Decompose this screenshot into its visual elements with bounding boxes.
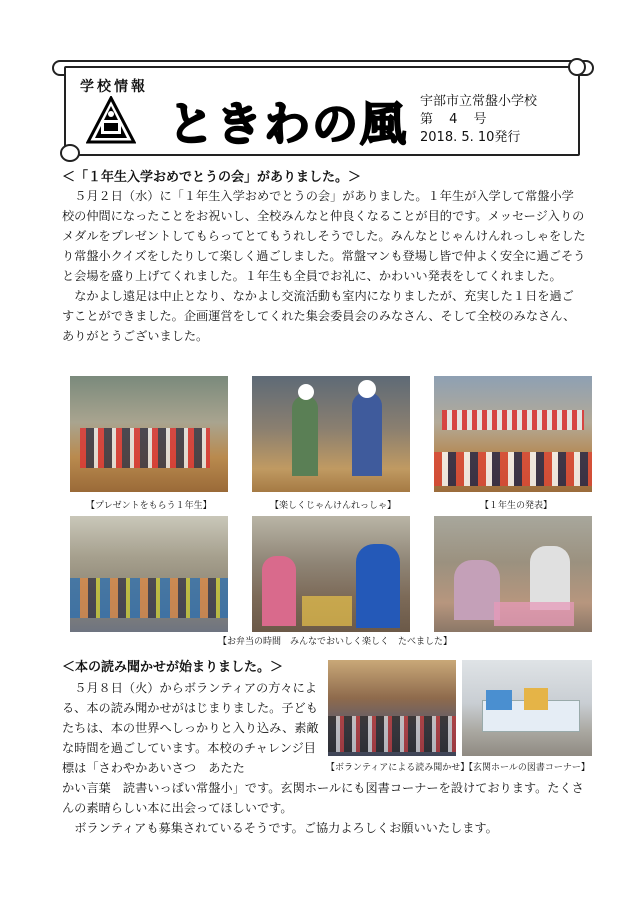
banner-curl-left xyxy=(60,144,80,162)
photo-library-corner xyxy=(462,660,592,756)
photo-present-medal xyxy=(70,376,228,492)
section2-body-left xyxy=(62,678,328,778)
caption-library: 【玄関ホールの図書コーナー】 xyxy=(464,763,590,773)
caption-presentation: 【１年生の発表】 xyxy=(480,501,553,511)
section1-body xyxy=(62,186,586,346)
photo-lunch-2 xyxy=(252,516,410,632)
section2-line-3: ボランティアも募集されているそうです。ご協力よろしくお願いいたします。 xyxy=(74,821,498,835)
photo-lunch-3 xyxy=(434,516,592,632)
section2-line-2: かい言葉 読書いっぱい常盤小」です。玄関ホールにも図書コーナーを設けております。たくさんの素晴らしい本に出会ってほしいです。 xyxy=(62,781,584,815)
photo-lunch-1 xyxy=(70,516,228,632)
newsletter-title: ときわの風 xyxy=(168,97,408,151)
section2-heading: ＜本の読み聞かせが始まりました。＞ xyxy=(62,660,284,675)
caption-present: 【プレゼントをもらう１年生】 xyxy=(86,501,212,511)
section2-line-1: ５月８日（火）からボランティアの方々による、本の読み聞かせがはじまりました。子どもたちは、本の世界へしっかりと入り込み、素敵な時間を過ごしています。本校のチャレンジ目標は「さわやかあいさつ あたた xyxy=(62,681,319,775)
school-name: 宇部市立常盤小学校 xyxy=(420,94,538,109)
caption-volunteer: 【ボランティアによる読み聞かせ】 xyxy=(326,763,470,773)
section1-paragraph-2: なかよし遠足は中止となり、なかよし交流活動も室内になりましたが、充実した１日を過ごすことができました。企画運営をしてくれた集会委員会のみなさん、そして全校のみなさん、ありがとうございました。 xyxy=(62,289,576,343)
photo-volunteer-reading xyxy=(328,660,456,756)
caption-janken: 【楽しくじゃんけんれっしゃ】 xyxy=(270,501,397,511)
photo-janken-train xyxy=(252,376,410,492)
section1-heading: ＜「１年生入学おめでとうの会」がありました。＞ xyxy=(62,170,362,185)
info-label: 学校情報 xyxy=(80,79,148,95)
section1-paragraph-1: ５月２日（水）に「１年生入学おめでとうの会」がありました。１年生が入学して常盤小学校の仲間になったことをお祝いし、全校みんなと仲良くなることが目的です。メッセージ入りのメダルをプレゼントしてもらってとてもうれしそうでした。みんなとじゃんけんれっしゃをしたり常盤小クイズをしたりして楽しく過ごしました。常盤マンも登場し皆で仲よく安全に過ごそうと会場を盛り上げてくれました。１年生も全員でお礼に、かわいい発表をしてくれました。 xyxy=(62,189,586,283)
section2-body-full xyxy=(62,778,586,838)
caption-lunch: 【お弁当の時間 みんなでおいしく楽しく たべました】 xyxy=(218,637,453,647)
issue-date: 2018. 5. 10発行 xyxy=(420,130,521,145)
banner-curl-right xyxy=(568,58,586,76)
photo-first-grade-presentation xyxy=(434,376,592,492)
issue-number: 第 4 号 xyxy=(420,112,493,127)
school-emblem-icon xyxy=(86,96,136,144)
